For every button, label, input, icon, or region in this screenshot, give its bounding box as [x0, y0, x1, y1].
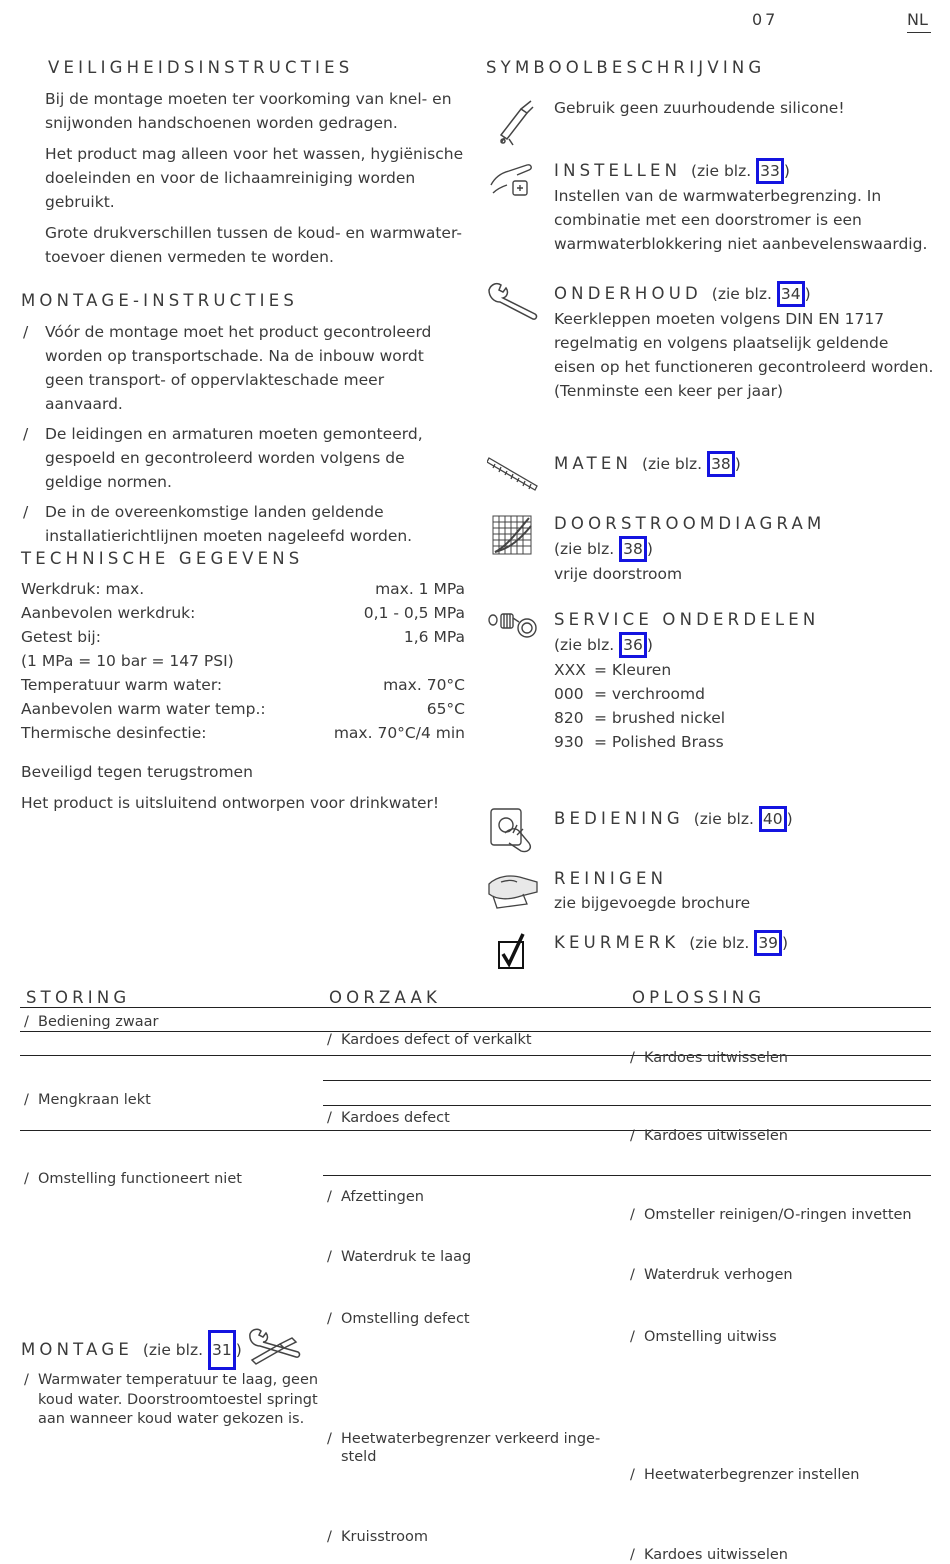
fault-header: STORING [26, 988, 131, 1007]
fault-cell: / Omstelling functioneert niet [20, 1170, 328, 1188]
cause-cell: / Kruisstroom [323, 1528, 631, 1546]
mounting-item: / De leidingen en armaturen moeten gemonteerd, gespoeld en gecontroleerd worden volgens de geldige normen. [22, 422, 462, 494]
color-code-label: = verchroomd [594, 685, 705, 703]
cause-cell: / Kardoes defect of verkalkt [323, 1031, 631, 1049]
maintenance-ref-prefix: (zie blz. [711, 285, 772, 303]
safety-paragraph: Het product mag alleen voor het wassen, hygiënische doeleinden en voor de lichaamreiniging worden gebruikt. [45, 145, 464, 211]
mounting-item: / Vóór de montage moet het product gecontroleerd worden op transportschade. Na de inbouw wordt geen transport- of oppervlakteschade meer aanvaard. [22, 320, 462, 416]
technical-label: Aanbevolen warm water temp.: [21, 700, 266, 718]
color-code: 000 [554, 685, 584, 703]
approval-ref-suffix: ) [782, 934, 789, 952]
technical-value: 1,6 MPa [403, 628, 465, 646]
technical-value: max. 70°C [383, 676, 465, 694]
flow-page-link[interactable]: 38 [619, 536, 647, 562]
language-label: NL [907, 10, 928, 29]
cleaning-text: zie bijgevoegde brochure [554, 894, 751, 912]
drinkwater-note: Het product is uitsluitend ontworpen voor drinkwater! [21, 794, 440, 812]
fault-cell: / Mengkraan lekt [20, 1091, 328, 1109]
technical-value: 65°C [426, 700, 465, 718]
tools-icon [246, 1326, 302, 1366]
mounting-item: / De in de overeenkomstige landen geldende installatierichtlijnen moeten nageleefd worden. [22, 500, 462, 548]
dimensions-ref-prefix: (zie blz. [641, 455, 703, 473]
adjust-title: INSTELLEN [554, 161, 682, 180]
operation-ref-prefix: (zie blz. [693, 810, 754, 828]
safety-paragraph: Bij de montage moeten ter voorkoming van knel- en snijwonden handschoenen worden gedragen. [45, 90, 452, 132]
safety-title: VEILIGHEIDSINSTRUCTIES [48, 58, 354, 77]
dimensions-ref-suffix: ) [734, 455, 741, 473]
fault-cell: / Warmwater temperatuur te laag, geen koud water. Doorstroomtoestel springt aan wanneer koud water gekozen is. [20, 1371, 336, 1430]
flow-text: vrije doorstroom [554, 565, 683, 583]
fault-cell: / Bediening zwaar [20, 1013, 328, 1031]
technical-value: max. 1 MPa [375, 580, 465, 598]
table-row-rule [323, 1105, 931, 1106]
silicone-text: Gebruik geen zuurhoudende silicone! [554, 99, 845, 117]
color-code-label: = Polished Brass [594, 733, 724, 751]
adjust-ref-prefix: (zie blz. [691, 162, 752, 180]
cause-cell: / Kardoes defect [323, 1109, 631, 1127]
cause-cell: / Omstelling defect [323, 1310, 631, 1328]
cleaning-title: REINIGEN [554, 869, 668, 888]
technical-value: 0,1 - 0,5 MPa [363, 604, 465, 622]
parts-page-link[interactable]: 36 [619, 632, 647, 658]
solution-cell: / Heetwaterbegrenzer instellen [626, 1466, 944, 1484]
symbols-title: SYMBOOLBESCHRIJVING [486, 58, 766, 77]
cause-cell: / Heetwaterbegrenzer verkeerd inge-steld [323, 1430, 621, 1466]
technical-label: Temperatuur warm water: [21, 676, 223, 694]
solution-cell: / Kardoes uitwisselen [626, 1049, 944, 1067]
parts-ref-prefix: (zie blz. [554, 636, 615, 654]
flow-ref-suffix: ) [646, 540, 653, 558]
technical-label: Aanbevolen werkdruk: [21, 604, 196, 622]
footer-title: MONTAGE [21, 1340, 133, 1359]
maintenance-page-link[interactable]: 34 [777, 281, 805, 307]
footer-ref-suffix: ) [235, 1341, 242, 1359]
cause-cell: / Afzettingen [323, 1188, 631, 1206]
maintenance-ref-suffix: ) [804, 285, 811, 303]
adjust-text: Instellen van de warmwaterbegrenzing. In combinatie met een doorstromer is een warmwaterblokkering niet aanbevelenswaardig. [554, 187, 928, 253]
table-header-rule [20, 1007, 931, 1008]
footer-montage [21, 1330, 242, 1370]
adjust-ref-suffix: ) [783, 162, 790, 180]
technical-label: Werkdruk: max. [21, 580, 145, 598]
color-code: 820 [554, 709, 584, 727]
flow-title: DOORSTROOMDIAGRAM [554, 514, 826, 533]
solution-cell: / Kardoes uitwisselen [626, 1127, 944, 1145]
dimensions-title: MATEN [554, 454, 633, 473]
approval-ref-prefix: (zie blz. [689, 934, 750, 952]
table-row-rule [323, 1175, 931, 1176]
adjust-page-link[interactable]: 33 [756, 158, 784, 184]
color-code: XXX [554, 661, 586, 679]
color-code-label: = Kleuren [594, 661, 672, 679]
approval-title: KEURMERK [554, 933, 680, 952]
solution-cell: / Omstelling uitwiss [626, 1328, 944, 1346]
footer-ref-prefix: (zie blz. [142, 1341, 204, 1359]
color-code-label: = brushed nickel [594, 709, 726, 727]
solution-cell: / Kardoes uitwisselen [626, 1546, 944, 1564]
technical-label: Thermische desinfectie: [21, 724, 207, 742]
parts-title: SERVICE ONDERDELEN [554, 610, 820, 629]
cause-cell: / Waterdruk te laag [323, 1248, 631, 1266]
approval-page-link[interactable]: 39 [754, 930, 782, 956]
maintenance-title: ONDERHOUD [554, 284, 702, 303]
safety-paragraph: Grote drukverschillen tussen de koud- en warmwater-toevoer dienen vermeden te worden. [45, 224, 462, 266]
solution-header: OPLOSSING [632, 988, 766, 1007]
technical-label: (1 MPa = 10 bar = 147 PSI) [21, 652, 234, 670]
cause-header: OORZAAK [329, 988, 441, 1007]
solution-cell: / Waterdruk verhogen [626, 1266, 944, 1284]
technical-label: Getest bij: [21, 628, 101, 646]
flow-ref-prefix: (zie blz. [554, 540, 615, 558]
parts-ref-suffix: ) [646, 636, 653, 654]
maintenance-text: Keerkleppen moeten volgens DIN EN 1717 regelmatig en volgens plaatselijk geldende eisen op het functioneren gecontroleerd worden. (Tenminste een keer per jaar) [554, 310, 934, 400]
table-row-rule [323, 1080, 931, 1081]
dimensions-page-link[interactable]: 38 [707, 451, 735, 477]
footer-page-link[interactable]: 31 [208, 1330, 236, 1370]
operation-ref-suffix: ) [786, 810, 793, 828]
solution-cell: / Omsteller reinigen/O-ringen invetten [626, 1206, 944, 1224]
backflow-note: Beveiligd tegen terugstromen [21, 763, 253, 781]
technical-value: max. 70°C/4 min [333, 724, 465, 742]
operation-page-link[interactable]: 40 [759, 806, 787, 832]
technical-title: TECHNISCHE GEGEVENS [21, 549, 304, 568]
mounting-title: MONTAGE-INSTRUCTIES [21, 291, 298, 310]
page-number: 07 [752, 10, 779, 29]
color-code: 930 [554, 733, 584, 751]
operation-title: BEDIENING [554, 809, 684, 828]
